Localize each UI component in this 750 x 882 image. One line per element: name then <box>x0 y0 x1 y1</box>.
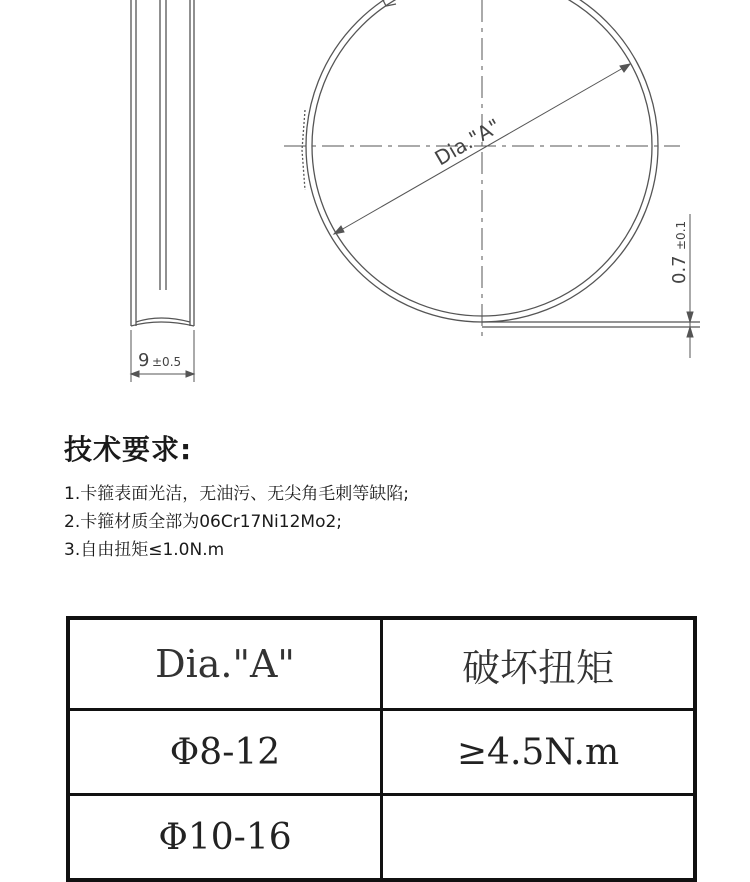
width-tolerance: ±0.5 <box>152 355 182 369</box>
cell-torque: ≥4.5N.m <box>382 710 696 795</box>
thickness-tolerance: ±0.1 <box>674 220 688 250</box>
cell-torque <box>382 795 696 881</box>
requirement-item: 1.卡箍表面光洁，无油污、无尖角毛刺等缺陷; <box>64 484 409 504</box>
centerlines <box>284 0 680 340</box>
thickness-value: 0.7 <box>669 255 690 284</box>
table-row <box>68 795 695 881</box>
technical-drawing <box>0 0 750 400</box>
width-value: 9 <box>138 350 150 371</box>
technical-requirements <box>64 428 409 564</box>
cell-diameter: Φ10-16 <box>68 795 382 881</box>
cell-diameter: Φ8-12 <box>68 710 382 795</box>
requirement-item: 3.自由扭矩≤1.0N.m <box>64 540 225 560</box>
requirements-title: 技术要求: <box>64 433 193 466</box>
table-header-row <box>68 618 695 710</box>
diameter-label: Dia."A" <box>430 113 505 171</box>
header-breaking-torque: 破坏扭矩 <box>382 618 696 710</box>
requirement-item: 2.卡箍材质全部为06Cr17Ni12Mo2; <box>64 512 343 532</box>
torque-spec-table <box>66 616 697 882</box>
clamp-front-view <box>302 0 700 327</box>
header-diameter: Dia."A" <box>68 618 382 710</box>
table-row <box>68 710 695 795</box>
band-side-view <box>131 0 194 326</box>
